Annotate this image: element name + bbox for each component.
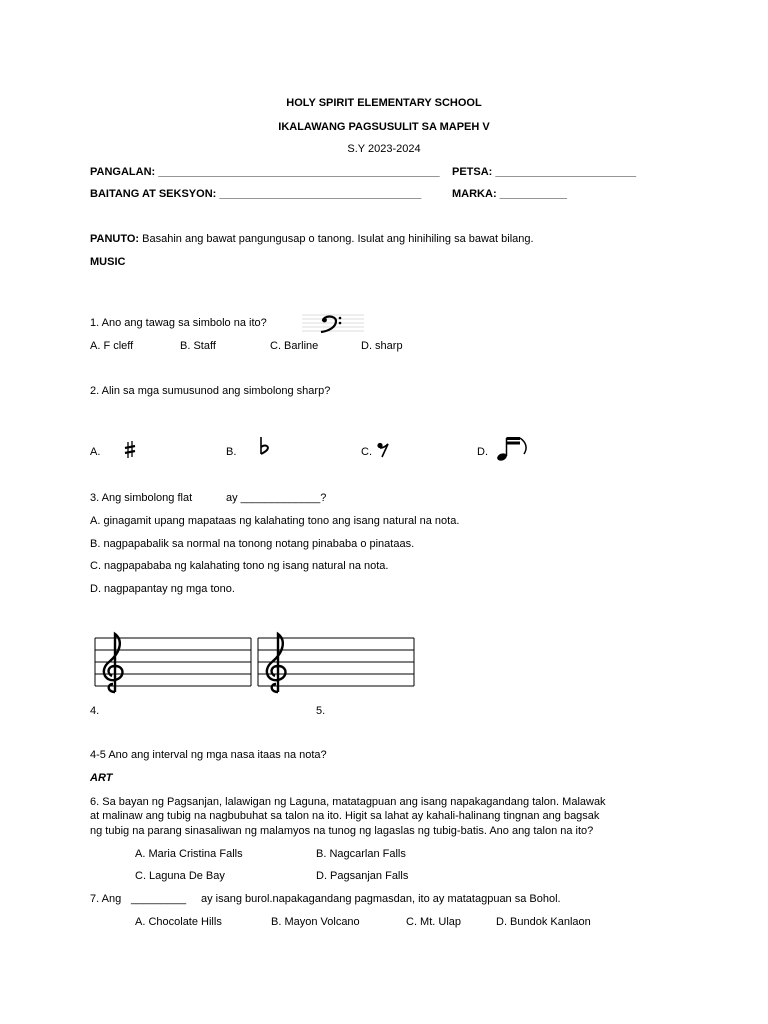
q7-blank: _________ (131, 893, 187, 905)
score-field: MARKA: ___________ (452, 188, 567, 200)
q2-option-a-label: A. (90, 446, 101, 458)
q1-text: 1. Ano ang tawag sa simbolo na ito? (90, 317, 267, 329)
staff-label-4: 4. (90, 705, 100, 717)
q7-option-b: B. Mayon Volcano (271, 916, 360, 928)
school-year: S.Y 2023-2024 (347, 143, 421, 155)
q3-option-b: B. nagpapabalik sa normal na tonong notang pinababa o pinataas. (90, 538, 415, 550)
instructions-label: PANUTO: (90, 233, 140, 245)
q2-option-b-label: B. (226, 446, 237, 458)
q3-text-b: ay _____________? (226, 492, 327, 504)
beamed-sixteenth-notes-icon (494, 436, 530, 462)
q6-option-b: B. Nagcarlan Falls (316, 848, 406, 860)
q45-text: 4-5 Ano ang interval ng mga nasa itaas na nota? (90, 749, 327, 761)
q2-option-c-label: C. (361, 446, 372, 458)
q6-option-a: A. Maria Cristina Falls (135, 848, 243, 860)
q6-line-1: 6. Sa bayan ng Pagsanjan, lalawigan ng Laguna, matatagpuan ang isang napakagandang talon. Malawak (90, 796, 606, 808)
q1-option-d: D. sharp (361, 340, 403, 352)
q7-option-a: A. Chocolate Hills (135, 916, 222, 928)
date-field: PETSA: _______________________ (452, 166, 637, 178)
q2-option-d-label: D. (477, 446, 488, 458)
q7-option-c: C. Mt. Ulap (406, 916, 462, 928)
section-art: ART (90, 772, 113, 784)
school-name: HOLY SPIRIT ELEMENTARY SCHOOL (286, 97, 482, 109)
instructions-text: Basahin ang bawat pangungusap o tanong. Isulat ang hinihiling sa bawat bilang. (142, 233, 534, 245)
instructions (90, 232, 534, 246)
q2-text: 2. Alin sa mga sumusunod ang simbolong sharp? (90, 385, 331, 397)
q7-text-a: 7. Ang (90, 893, 122, 905)
treble-clef-staff-icon (256, 632, 416, 694)
bass-clef-icon (302, 313, 364, 333)
q1-option-b: B. Staff (180, 340, 216, 352)
q3-option-c: C. nagpapababa ng kalahating tono ng isang natural na nota. (90, 560, 389, 572)
staff-label-5: 5. (316, 705, 326, 717)
q6-line-3: ng tubig na parang sinasaliwan ng malamyos na tunog ng lagaslas ng tubig-batis. Ano ang talon na ito? (90, 825, 594, 837)
treble-clef-staff-icon (93, 632, 253, 694)
q7-option-d: D. Bundok Kanlaon (496, 916, 591, 928)
q6-option-d: D. Pagsanjan Falls (316, 870, 409, 882)
q7-text-b: ay isang burol.napakagandang pagmasdan, ito ay matatagpuan sa Bohol. (201, 893, 561, 905)
section-music: MUSIC (90, 256, 126, 268)
q6-line-2: at malinaw ang tubig na nagbubuhat sa talon na ito. Higit sa lahat ay kahali-halinang tingnan ang bagsak (90, 810, 600, 822)
eighth-rest-icon (376, 442, 390, 458)
q1-option-c: C. Barline (270, 340, 319, 352)
sharp-icon (123, 441, 137, 459)
q1-option-a: A. F cleff (90, 340, 134, 352)
q3-option-d: D. nagpapantay ng mga tono. (90, 583, 235, 595)
q3-text-a: 3. Ang simbolong flat (90, 492, 193, 504)
q6-option-c: C. Laguna De Bay (135, 870, 225, 882)
exam-title: IKALAWANG PAGSUSULIT SA MAPEH V (278, 121, 490, 133)
q3-option-a: A. ginagamit upang mapataas ng kalahating tono ang isang natural na nota. (90, 515, 460, 527)
name-field: PANGALAN: ______________________________________________ (90, 166, 440, 178)
flat-icon (258, 436, 272, 456)
grade-section-field: BAITANG AT SEKSYON: _________________________________ (90, 188, 422, 200)
